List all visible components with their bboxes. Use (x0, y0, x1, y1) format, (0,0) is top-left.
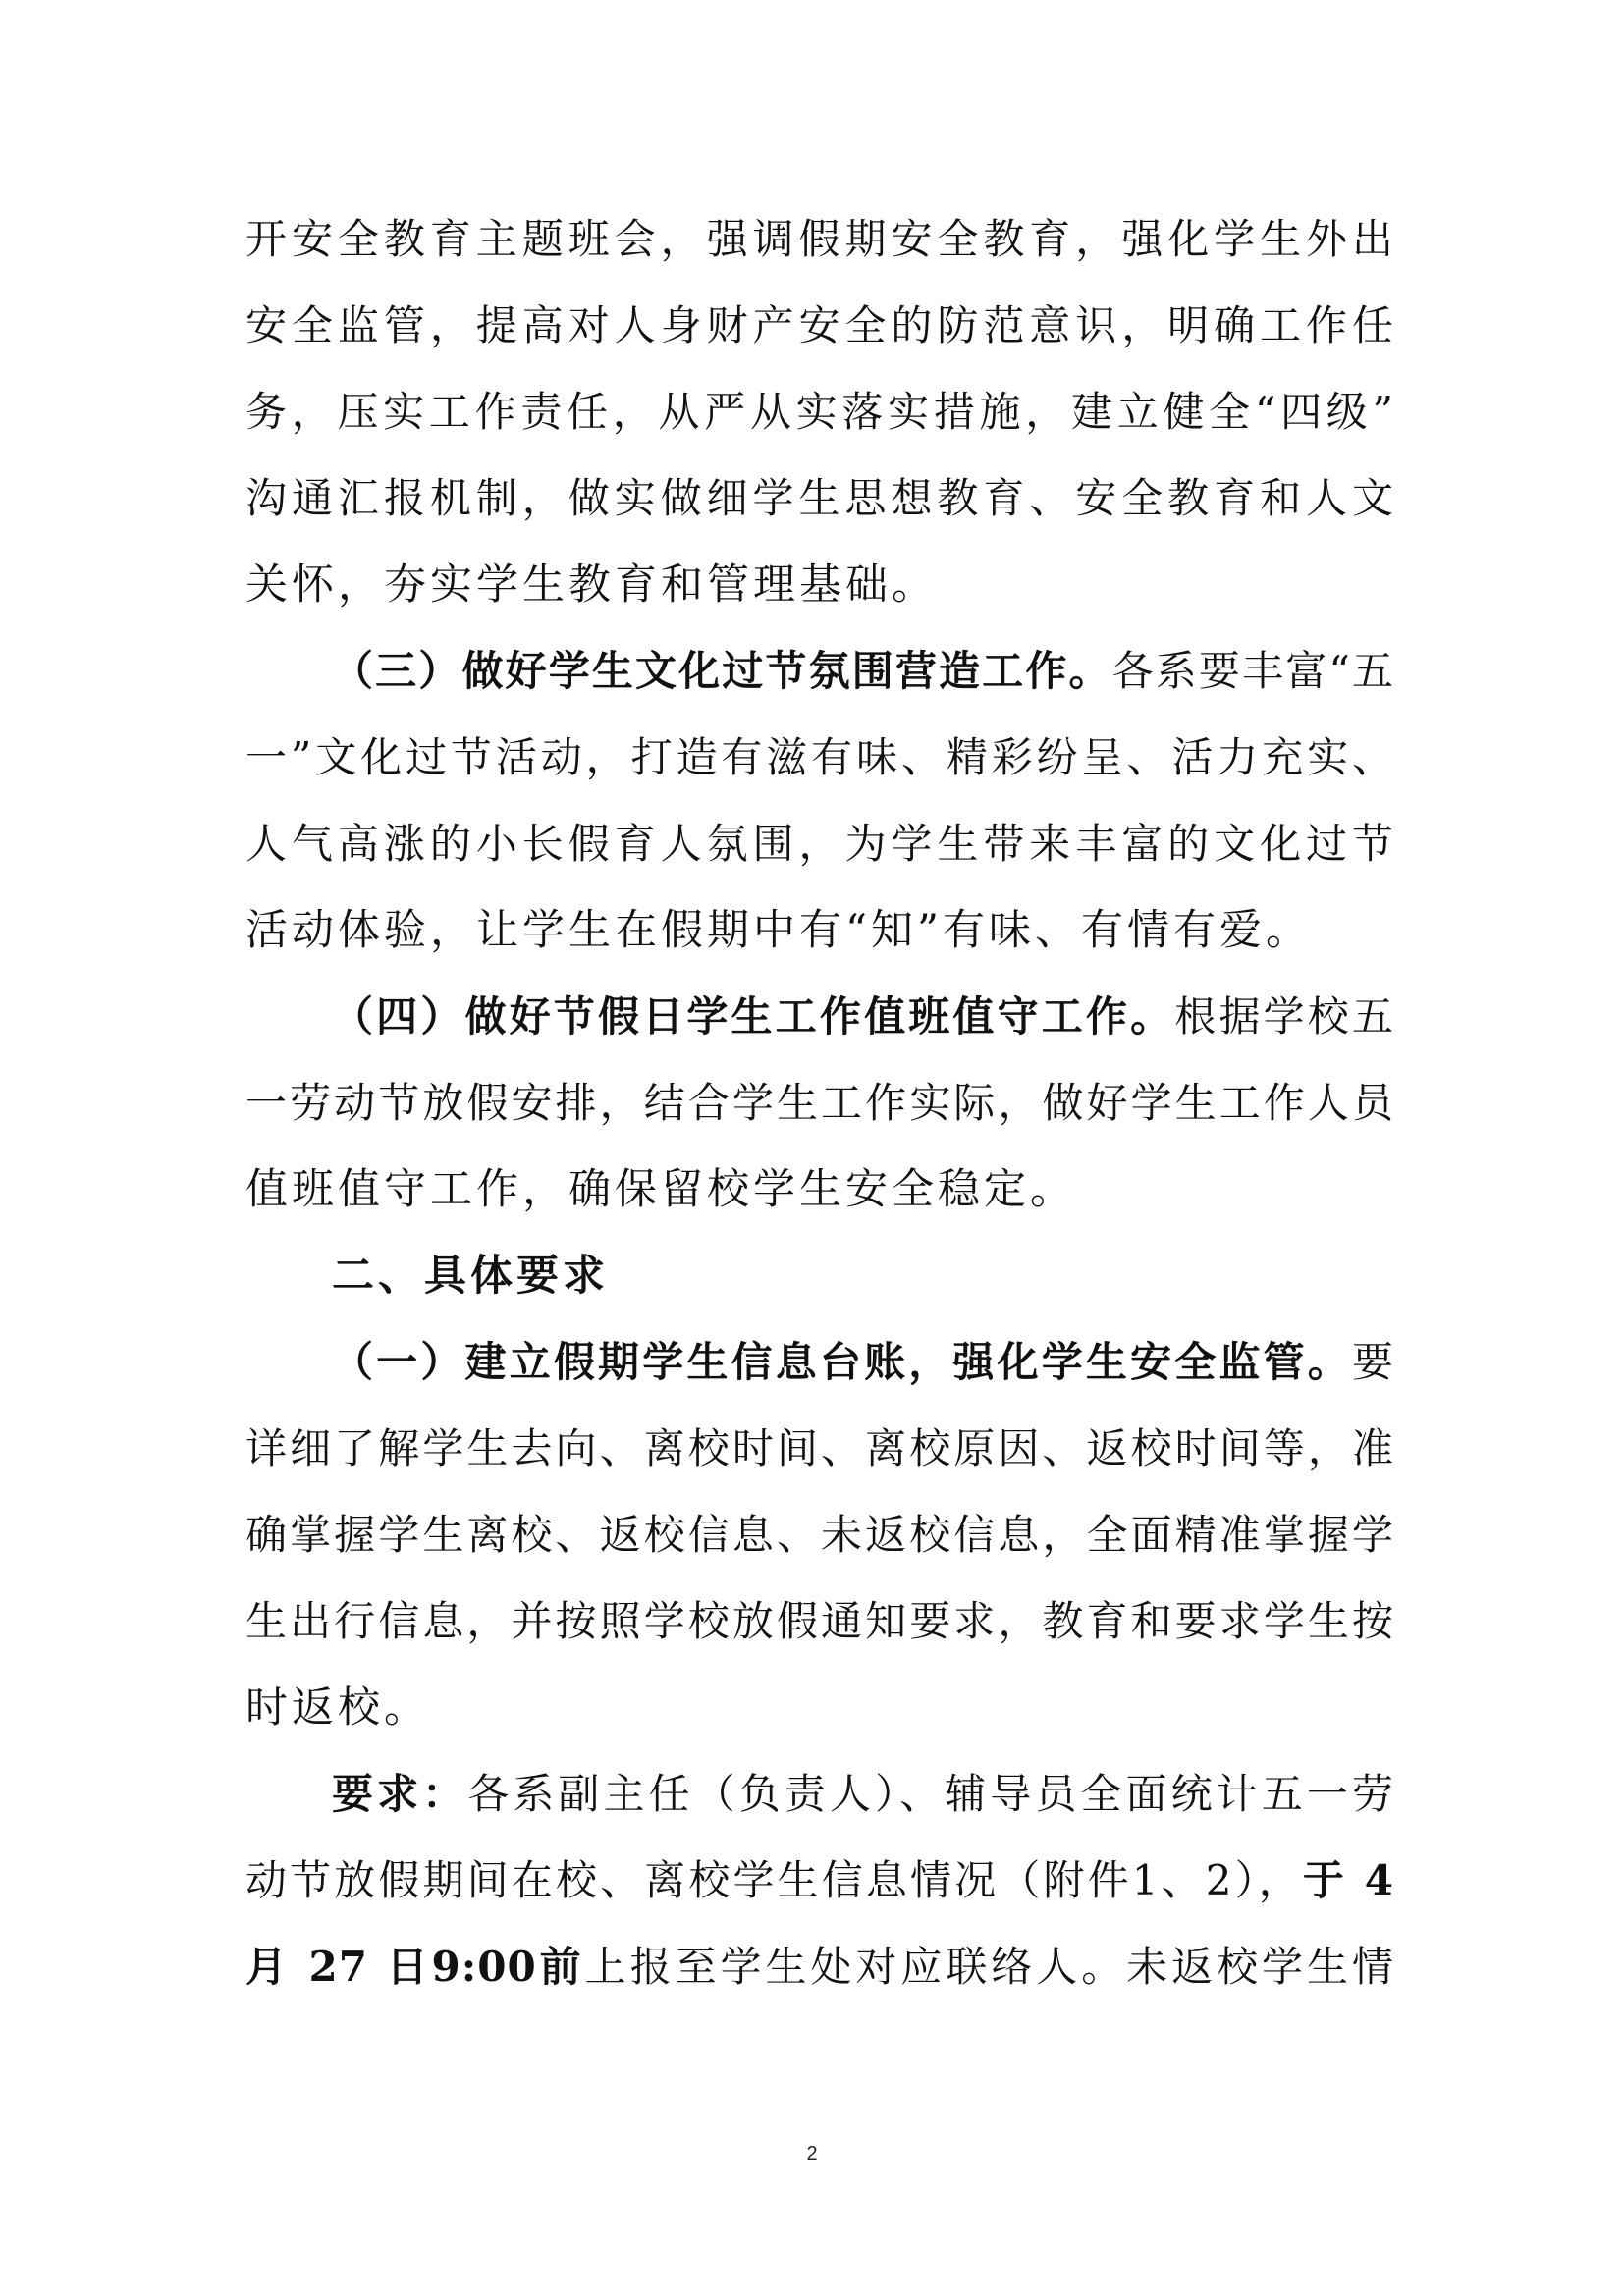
text-line-17 (245, 1578, 1394, 1665)
text-line-7 (245, 715, 1394, 801)
line-text: 人气高涨的小长假育人氛围，为学生带来丰富的文化过节 (245, 820, 1394, 868)
line-text: 安全监管，提高对人身财产安全的防范意识，明确工作任 (245, 301, 1394, 349)
section-3-first-line (332, 628, 1394, 715)
line-text: 沟通汇报机制，做实做细学生思想教育、安全教育和人文 (245, 474, 1394, 522)
line-text: 一”文化过节活动，打造有滋有味、精彩纷呈、活力充实、 (245, 733, 1394, 781)
text-line-11 (245, 1060, 1394, 1147)
line-text: 上报至学生处对应联络人。未返校学生情 (584, 1943, 1394, 1991)
text-line-21 (245, 1924, 1394, 2010)
text-line-3 (245, 369, 1394, 455)
text-line-5 (245, 542, 1394, 628)
requirement-label: 要求： (332, 1770, 468, 1818)
line-text: 关怀，夯实学生教育和管理基础。 (245, 561, 938, 610)
deadline-text-start: 于 4 (1302, 1856, 1394, 1904)
line-text: 生出行信息，并按照学校放假通知要求，教育和要求学生按 (245, 1597, 1394, 1645)
line-text: 开安全教育主题班会，强调假期安全教育，强化学生外出 (245, 215, 1394, 263)
section-4-heading: （四）做好节假日学生工作值班值守工作。 (332, 992, 1175, 1041)
text-line-15 (245, 1406, 1394, 1492)
page-number: 2 (806, 2143, 818, 2164)
subsection-1-first-line (332, 1319, 1394, 1406)
line-text: 要 (1351, 1338, 1394, 1386)
line-text: 根据学校五 (1174, 992, 1394, 1041)
text-line-2 (245, 283, 1394, 369)
line-text: 各系要丰富“五 (1111, 647, 1394, 695)
deadline-text-end: 月 27 日9:00前 (245, 1943, 585, 1991)
line-text: 详细了解学生去向、离校时间、离校原因、返校时间等，准 (245, 1424, 1394, 1472)
line-text: 活动体验，让学生在假期中有“知”有味、有情有爱。 (245, 906, 1312, 955)
heading-text: 二、具体要求 (332, 1252, 609, 1301)
text-line-20 (245, 1838, 1394, 1924)
part-2-heading (332, 1233, 1394, 1319)
section-3-heading: （三）做好学生文化过节氛围营造工作。 (332, 647, 1112, 695)
line-text: 值班值守工作，确保留校学生安全稳定。 (245, 1165, 1076, 1214)
subsection-1-heading: （一）建立假期学生信息台账，强化学生安全监管。 (332, 1338, 1352, 1386)
text-line-16 (245, 1492, 1394, 1578)
line-text: 务，压实工作责任，从严从实落实措施，建立健全“四级” (245, 388, 1394, 436)
text-line-8 (245, 801, 1394, 887)
text-line-18 (245, 1665, 1394, 1751)
line-text: 一劳动节放假安排，结合学生工作实际，做好学生工作人员 (245, 1079, 1394, 1127)
line-text: 动节放假期间在校、离校学生信息情况（附件1、2）， (245, 1856, 1303, 1904)
requirement-first-line (332, 1751, 1394, 1838)
text-line-12 (245, 1147, 1394, 1233)
line-text: 确掌握学生离校、返校信息、未返校信息，全面精准掌握学 (245, 1511, 1394, 1559)
text-line-1 (245, 196, 1394, 283)
text-line-4 (245, 455, 1394, 542)
section-4-first-line (332, 974, 1394, 1060)
line-text: 时返校。 (245, 1683, 430, 1733)
text-line-9 (245, 887, 1394, 974)
line-text: 各系副主任（负责人）、辅导员全面统计五一劳 (467, 1770, 1394, 1818)
